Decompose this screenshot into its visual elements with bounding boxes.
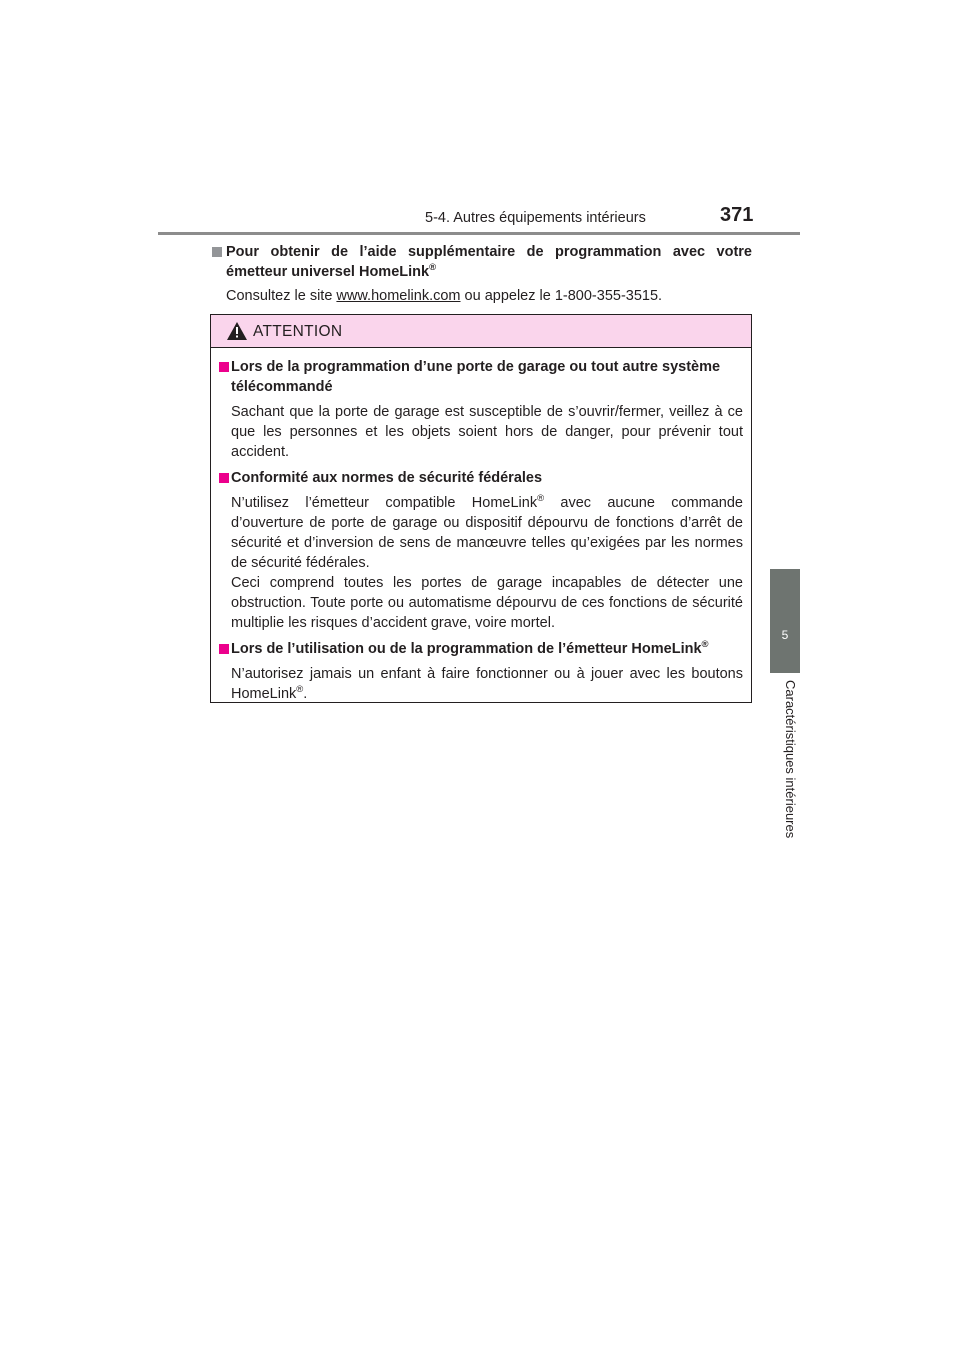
- caution-item-body: N’autorisez jamais un enfant à faire fonctionner ou à jouer avec les boutons HomeLink®.: [231, 666, 743, 702]
- square-bullet-icon: [219, 644, 229, 654]
- square-bullet-icon: [219, 473, 229, 483]
- caution-body: [211, 348, 751, 704]
- chapter-tab[interactable]: [770, 569, 800, 673]
- caution-item-body: Sachant que la porte de garage est susceptible de s’ouvrir/fermer, veillez à ce que les personnes et les objets soient hors de danger, pour prévenir tout accident.: [231, 404, 743, 460]
- caution-box: [210, 314, 752, 703]
- tip-title: Pour obtenir de l’aide supplémentaire de programmation avec votre émetteur universel HomeLink®: [226, 244, 752, 280]
- caution-item-body: N’utilisez l’émetteur compatible HomeLink® avec aucune commande d’ouverture de porte de garage ou dispositif dépourvu de fonctions d’arrêt de sécurité et d’inversion de sens de manœuvre telles qu’exigées par les normes de sécurité fédérales. Ceci comprend toutes les portes de garage incapables de détecter une obstruction. Toute porte ou automatisme dépourvu de ces fonctions de sécurité multiplie les risques d’accident grave, voire mortel.: [231, 493, 743, 631]
- caution-header: [211, 315, 751, 348]
- caution-item-title: Conformité aux normes de sécurité fédérales: [231, 470, 543, 486]
- caution-item: [219, 639, 743, 704]
- homelink-link[interactable]: www.homelink.com: [336, 288, 461, 304]
- warning-triangle-icon: [227, 322, 247, 340]
- section-title: 5-4. Autres équipements intérieurs: [425, 210, 646, 226]
- tip-section: [212, 242, 752, 306]
- caution-item-title: Lors de l’utilisation ou de la programmation de l’émetteur HomeLink®: [231, 639, 709, 657]
- chapter-tab-number: 5: [781, 628, 789, 642]
- header-divider: [158, 232, 800, 235]
- square-bullet-icon: [212, 247, 222, 257]
- page-number: 371: [720, 204, 754, 226]
- caution-title: ATTENTION: [253, 323, 343, 340]
- chapter-tab-label: Caractéristiques intérieures: [783, 680, 798, 839]
- caution-item: [219, 357, 743, 462]
- caution-item-title: Lors de la programmation d’une porte de garage ou tout autre système télécommandé: [231, 359, 721, 395]
- caution-item: [219, 468, 743, 633]
- square-bullet-icon: [219, 362, 229, 372]
- tip-body: Consultez le site www.homelink.com ou appelez le 1-800-355-3515.: [226, 288, 663, 304]
